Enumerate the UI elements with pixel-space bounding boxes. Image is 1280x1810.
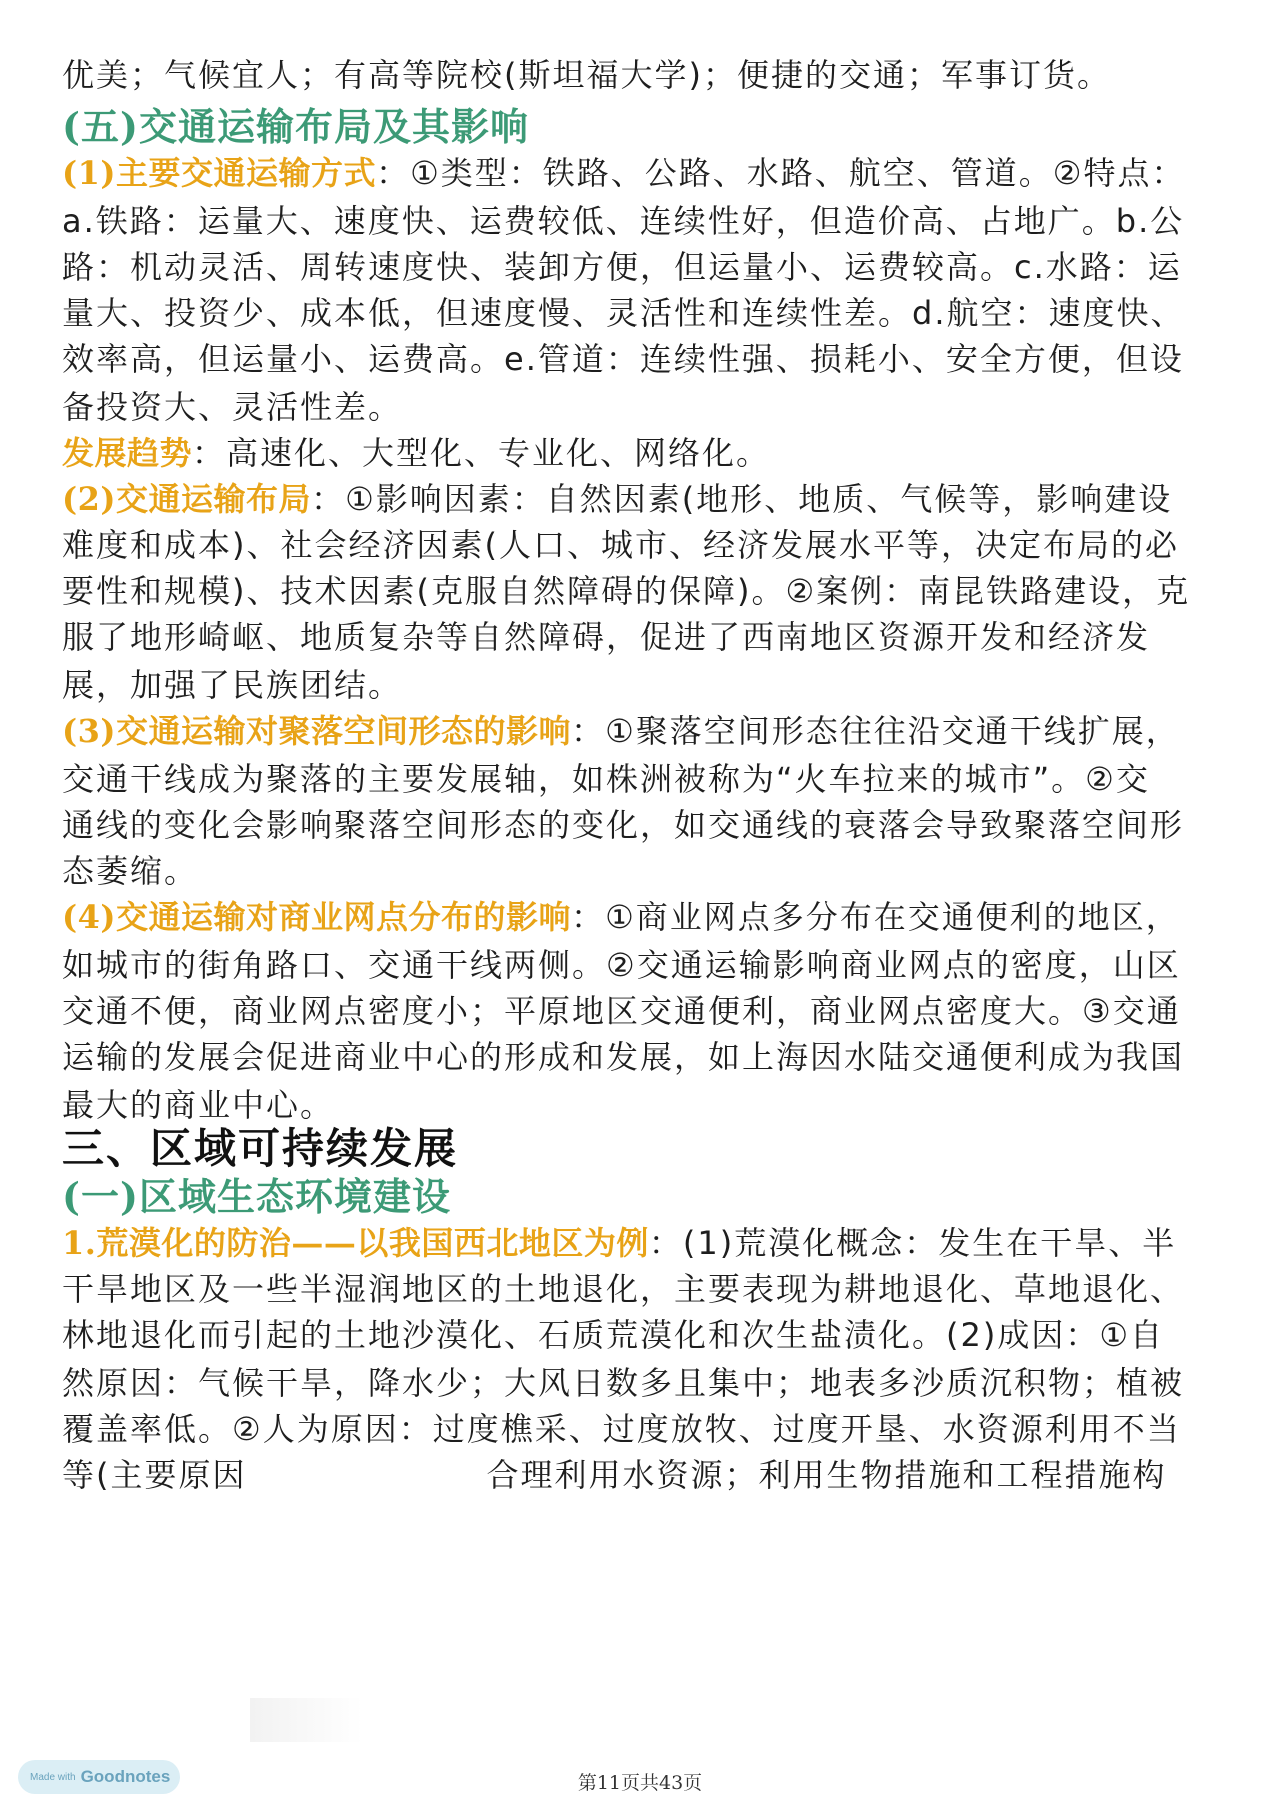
handwritten-text: 展，加强了民族团结。 [62,666,403,704]
handwritten-text: ：(1)荒漠化概念：发生在干旱、半 [648,1224,1177,1262]
handwritten-text: 运输的发展会促进商业中心的形成和发展，如上海因水陆交通便利成为我国 [62,1038,1185,1076]
handwritten-text: 合理利用水资源；利用生物措施和工程措施构 [486,1456,1167,1494]
handwritten-text: ：①商业网点多分布在交通便利的地区， [571,898,1180,936]
handwritten-text: 如城市的街角路口、交通干线两侧。②交通运输影响商业网点的密度，山区 [62,946,1181,984]
section-label: (1)主要交通运输方式 [62,154,377,192]
text-line [62,1122,1222,1176]
redaction-smudge [250,1698,532,1742]
handwritten-text: ：①类型：铁路、公路、水路、航空、管道。②特点： [376,154,1186,192]
handwritten-text: 服了地形崎岖、地质复杂等自然障碍，促进了西南地区资源开发和经济发 [62,618,1151,656]
text-line [62,890,1222,944]
handwritten-text: 优美；气候宜人；有高等院校(斯坦福大学)；便捷的交通；军事订货。 [62,56,1111,94]
handwritten-text: 备投资大、灵活性差。 [62,388,403,426]
handwritten-text: 难度和成本)、社会经济因素(人口、城市、经济发展水平等，决定布局的必 [62,526,1179,564]
handwritten-text: 效率高，但运量小、运费高。e.管道：连续性强、损耗小、安全方便，但设 [62,340,1184,378]
section-label: (2)交通运输布局 [62,480,312,518]
goodnotes-badge[interactable] [18,1760,180,1794]
text-line [62,332,1222,386]
handwritten-text: 覆盖率低。②人为原因：过度樵采、过度放牧、过度开垦、水资源利用不当 [62,1410,1181,1448]
handwritten-text: ：高速化、大型化、专业化、网络化。 [192,434,771,472]
badge-small-text: Made with [30,1771,76,1783]
heading: 三、区域可持续发展 [62,1124,459,1173]
section-label: 1.荒漠化的防治——以我国西北地区为例 [62,1224,649,1262]
handwritten-text: 最大的商业中心。 [62,1086,335,1124]
text-line [62,146,1222,200]
handwritten-text: 要性和规模)、技术因素(克服自然障碍的保障)。②案例：南昆铁路建设，克 [62,572,1191,610]
handwritten-text: 通线的变化会影响聚落空间形态的变化，如交通线的衰落会导致聚落空间形 [62,806,1185,844]
text-line [62,610,1222,664]
text-line [62,48,1222,102]
handwritten-text: 量大、投资少、成本低，但速度慢、灵活性和连续性差。d.航空：速度快、 [62,294,1185,332]
text-line [62,1308,1222,1362]
page-footer: 第11页共43页 [577,1772,703,1794]
handwritten-text: ：①影响因素：自然因素(地形、地质、气候等，影响建设 [311,480,1173,518]
handwritten-text: 林地退化而引起的土地沙漠化、石质荒漠化和次生盐渍化。(2)成因：①自 [62,1316,1165,1354]
handwritten-text: 态萎缩。 [62,852,199,890]
handwritten-text: 然原因：气候干旱，降水少；大风日数多且集中；地表多沙质沉积物；植被 [62,1364,1185,1402]
section-label: 发展趋势 [62,434,193,472]
heading: (五)交通运输布局及其影响 [62,104,529,149]
handwritten-text: 等(主要原因 [62,1456,247,1494]
heading: (一)区域生态环境建设 [62,1174,451,1219]
handwritten-text: 路：机动灵活、周转速度快、装卸方便，但运量小、运费较高。c.水路：运 [62,248,1182,286]
handwritten-text: 交通不便，商业网点密度小；平原地区交通便利，商业网点密度大。③交通 [62,992,1181,1030]
text-line [62,704,1222,758]
text-line [62,1030,1222,1084]
handwritten-text: 干旱地区及一些半湿润地区的土地退化，主要表现为耕地退化、草地退化、 [62,1270,1185,1308]
handwritten-text: ：①聚落空间形态往往沿交通干线扩展， [571,712,1180,750]
text-line [62,1448,1222,1502]
section-label: (3)交通运输对聚落空间形态的影响 [62,712,572,750]
handwritten-text: a.铁路：运量大、速度快、运费较低、连续性好，但造价高、占地广。b.公 [62,202,1185,240]
handwritten-text: 交通干线成为聚落的主要发展轴，如株洲被称为“火车拉来的城市”。②交 [62,760,1150,798]
badge-brand-text: Goodnotes [80,1767,171,1786]
section-label: (4)交通运输对商业网点分布的影响 [62,898,572,936]
